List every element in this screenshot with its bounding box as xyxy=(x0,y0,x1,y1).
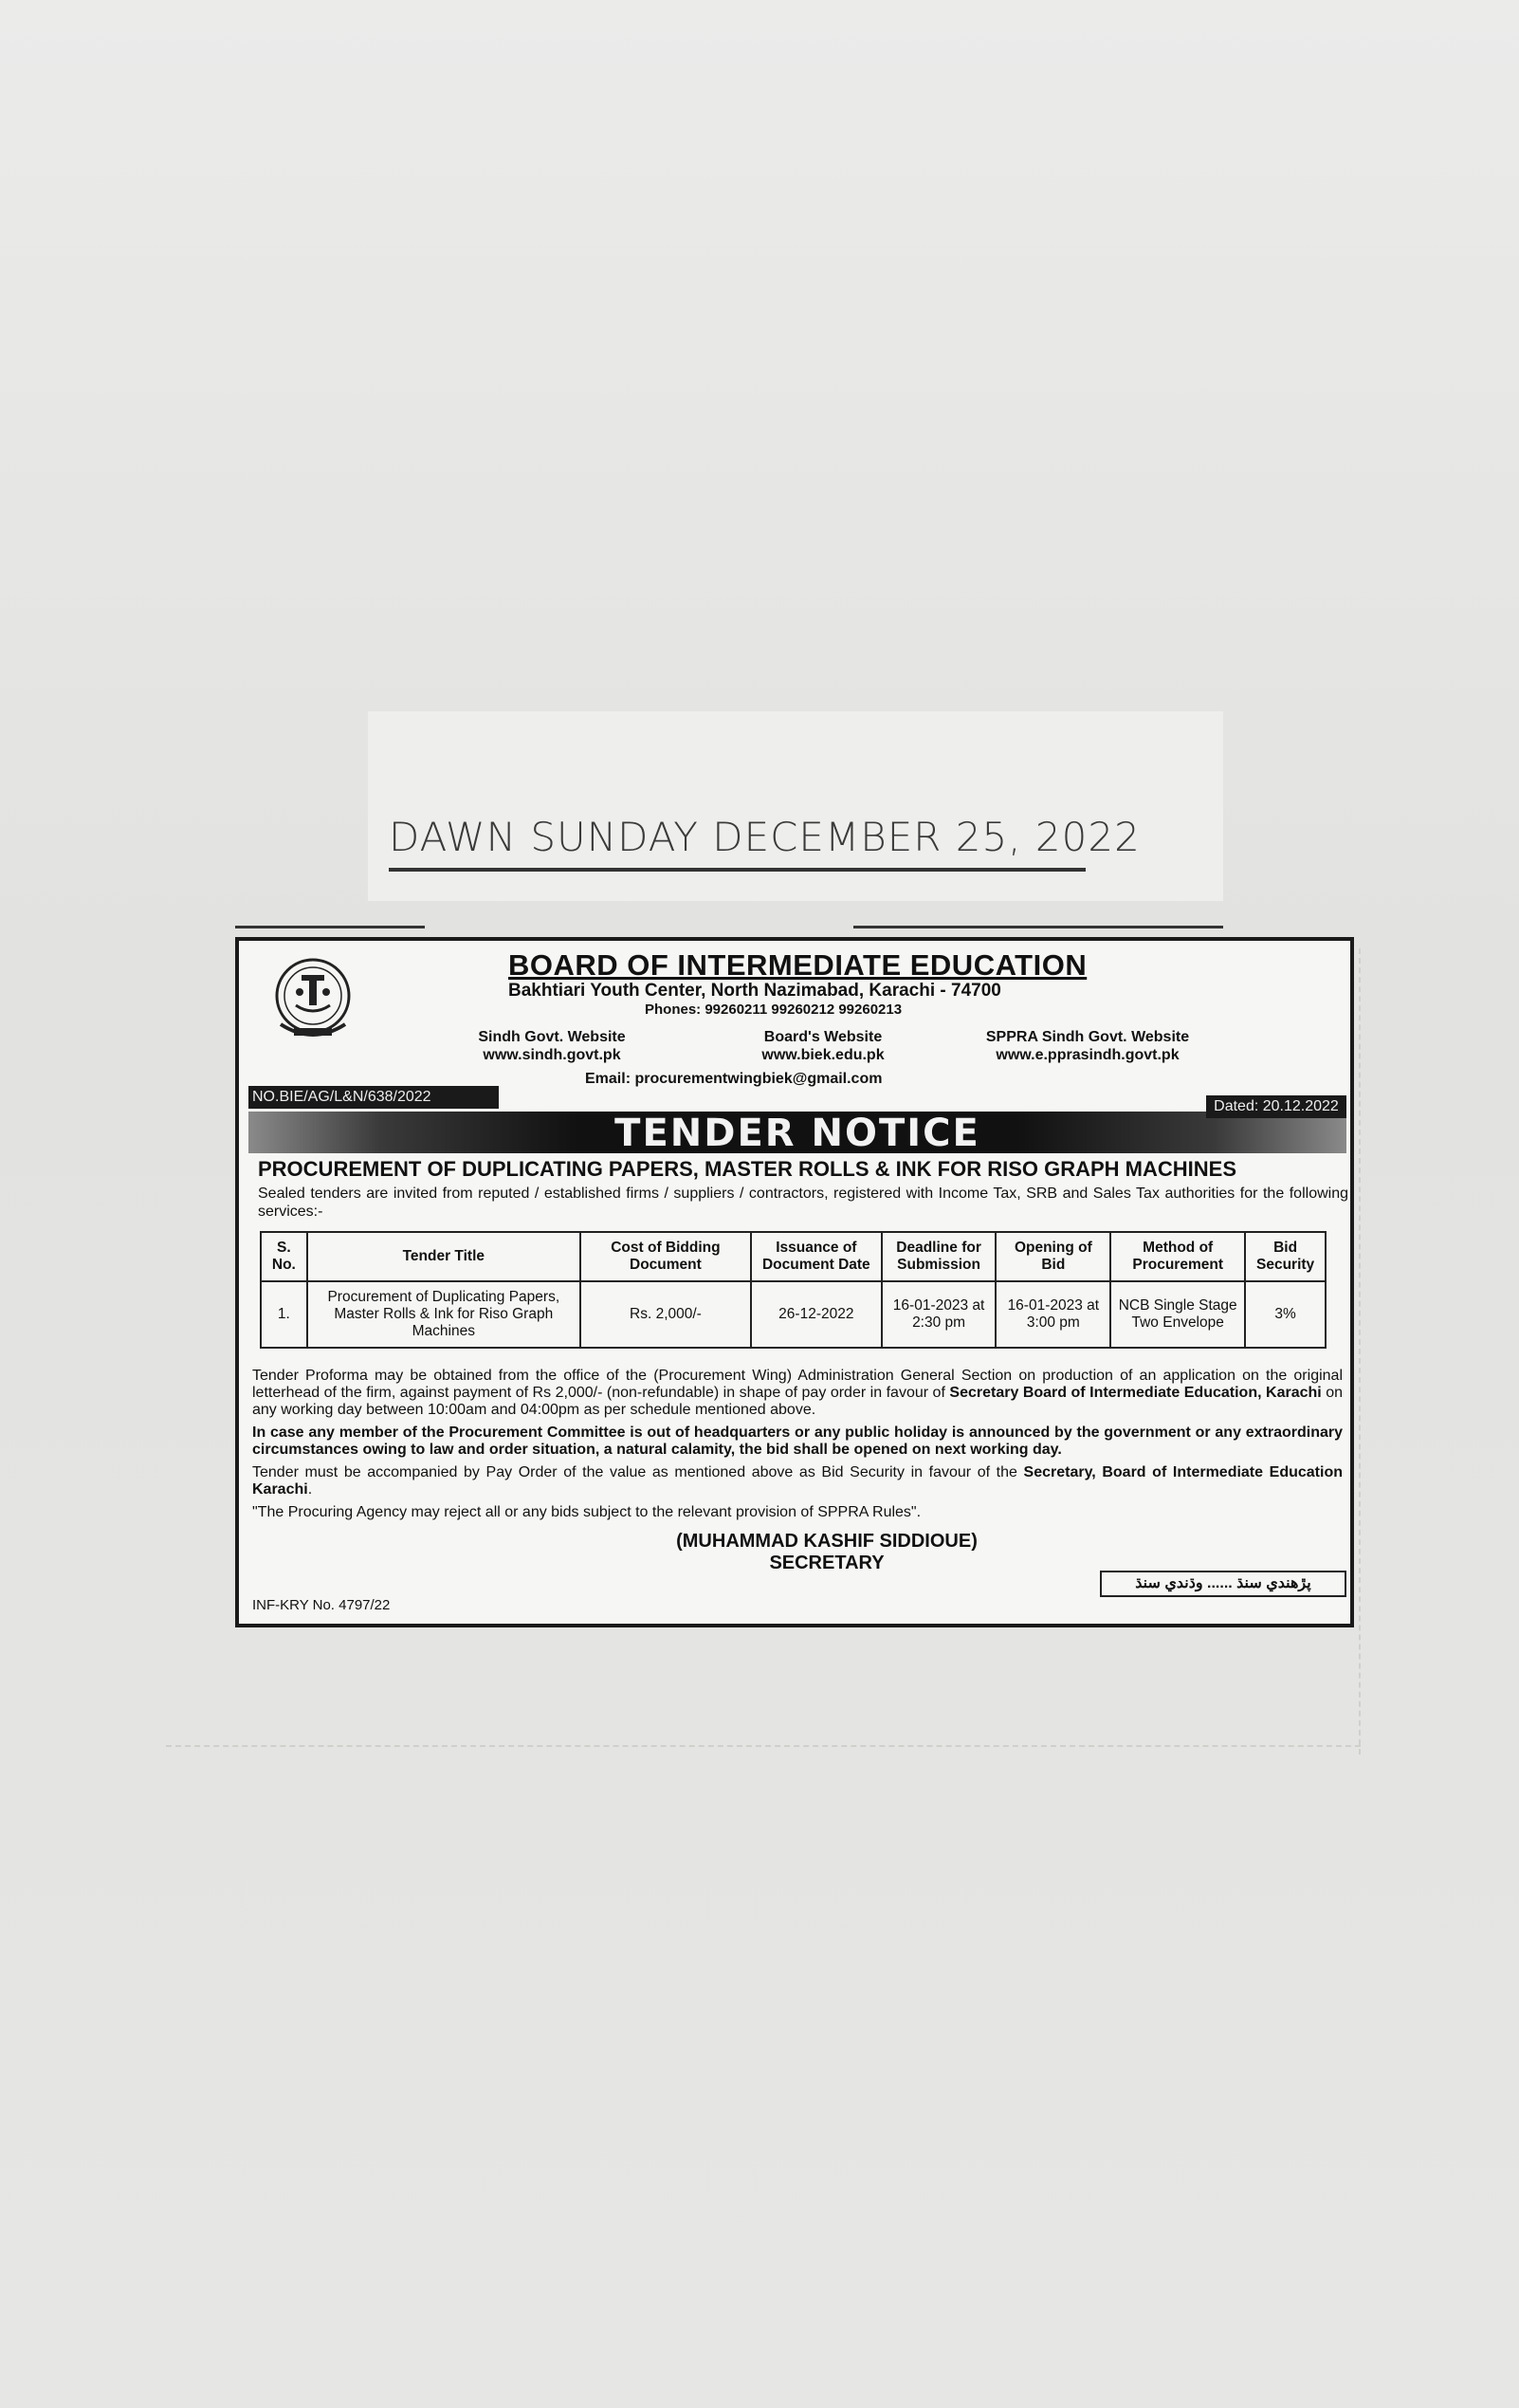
proforma-paragraph xyxy=(252,1368,1343,1419)
table-cell: 1. xyxy=(261,1281,307,1348)
column-header: S. No. xyxy=(261,1232,307,1281)
email-address: Email: procurementwingbiek@gmail.com xyxy=(585,1071,883,1087)
organization-name: BOARD OF INTERMEDIATE EDUCATION xyxy=(508,948,1088,982)
table-row xyxy=(261,1281,1326,1348)
paragraph-text: on any working day between 10:00am and 04:00pm as per schedule mentioned above. xyxy=(252,1385,1344,1418)
newspaper-clipping xyxy=(368,711,1223,901)
website-label: SPPRA Sindh Govt. Website xyxy=(985,1029,1190,1045)
paragraph-text: . xyxy=(307,1481,313,1498)
table-cell: 26-12-2022 xyxy=(751,1281,882,1348)
divider-rule xyxy=(235,926,425,928)
signatory-title: SECRETARY xyxy=(769,1553,885,1573)
website-board xyxy=(728,1028,918,1064)
sppra-rules-paragraph: "The Procuring Agency may reject all or any bids subject to the relevant provision of SPPRA Rules". xyxy=(252,1504,922,1520)
tender-table xyxy=(260,1231,1327,1349)
website-label: Board's Website xyxy=(763,1029,883,1045)
column-header: Deadline for Submission xyxy=(882,1232,997,1281)
table-cell: 16-01-2023 at 3:00 pm xyxy=(996,1281,1110,1348)
board-emblem-icon xyxy=(267,954,358,1045)
column-header: Opening of Bid xyxy=(996,1232,1110,1281)
column-header: Bid Security xyxy=(1245,1232,1326,1281)
reference-number: NO.BIE/AG/L&N/638/2022 xyxy=(248,1086,499,1109)
procurement-heading: PROCUREMENT OF DUPLICATING PAPERS, MASTER ROLLS & INK FOR RISO GRAPH MACHINES xyxy=(258,1157,1236,1181)
paragraph-text: Tender Proforma may be obtained from the office of the (Procurement Wing) Administration General Section on production of an application on the original letterhead of the firm, against payment of Rs 2,000/- (non-refundable) in shape of pay order in favour of xyxy=(252,1368,1343,1401)
banner-title: TENDER NOTICE xyxy=(614,1112,980,1155)
intro-text: Sealed tenders are invited from reputed / established firms / suppliers / contractors, registered with Income Tax, SRB and Sales Tax authorities for the following services:- xyxy=(258,1186,1348,1220)
sindhi-slogan: پڙهندي سنڌ ...... وڌندي سنڌ xyxy=(1100,1571,1346,1597)
table-cell: NCB Single Stage Two Envelope xyxy=(1110,1281,1245,1348)
column-header: Cost of Bidding Document xyxy=(580,1232,751,1281)
website-sindh-govt xyxy=(452,1028,651,1064)
clipping-bottom-edge xyxy=(166,1745,1361,1747)
signatory-name: (MUHAMMAD KASHIF SIDDIOUE) xyxy=(676,1531,978,1552)
table-cell: 16-01-2023 at 2:30 pm xyxy=(882,1281,997,1348)
organization-address: Bakhtiari Youth Center, North Nazimabad, Karachi - 74700 xyxy=(508,981,1001,1001)
bid-security-paragraph xyxy=(252,1464,1343,1498)
newspaper-masthead: DAWN SUNDAY DECEMBER 25, 2022 xyxy=(389,814,1141,860)
website-url: www.sindh.govt.pk xyxy=(483,1047,621,1063)
table-header-row xyxy=(261,1232,1326,1281)
website-sppra xyxy=(964,1028,1211,1064)
inf-number: INF-KRY No. 4797/22 xyxy=(252,1597,391,1613)
website-url: www.biek.edu.pk xyxy=(761,1047,885,1063)
paragraph-emphasis: Secretary Board of Intermediate Education, Karachi xyxy=(949,1385,1322,1401)
table-cell: Procurement of Duplicating Papers, Master Rolls & Ink for Riso Graph Machines xyxy=(307,1281,580,1348)
website-url: www.e.pprasindh.govt.pk xyxy=(996,1047,1180,1063)
tender-notice-banner xyxy=(248,1112,1346,1153)
table-cell: Rs. 2,000/- xyxy=(580,1281,751,1348)
table-cell: 3% xyxy=(1245,1281,1326,1348)
paragraph-emphasis: Secretary, Board of Intermediate Education Karachi xyxy=(252,1464,1343,1498)
column-header: Tender Title xyxy=(307,1232,580,1281)
divider-rule xyxy=(853,926,1223,928)
masthead-underline xyxy=(389,868,1086,872)
website-label: Sindh Govt. Website xyxy=(478,1029,626,1045)
paragraph-text: Tender must be accompanied by Pay Order of the value as mentioned above as Bid Security in favour of the xyxy=(252,1464,1024,1480)
column-header: Issuance of Document Date xyxy=(751,1232,882,1281)
phone-numbers: Phones: 99260211 99260212 99260213 xyxy=(645,1002,903,1018)
notice-date: Dated: 20.12.2022 xyxy=(1206,1095,1346,1118)
column-header: Method of Procurement xyxy=(1110,1232,1245,1281)
holiday-paragraph: In case any member of the Procurement Committee is out of headquarters or any public holiday is announced by the government or any extraordinary circumstances owing to law and order situation, a natural calamity, the bid shall be opened on next working day. xyxy=(252,1425,1343,1458)
clipping-right-edge xyxy=(1359,948,1361,1755)
tender-advertisement xyxy=(235,937,1354,1627)
